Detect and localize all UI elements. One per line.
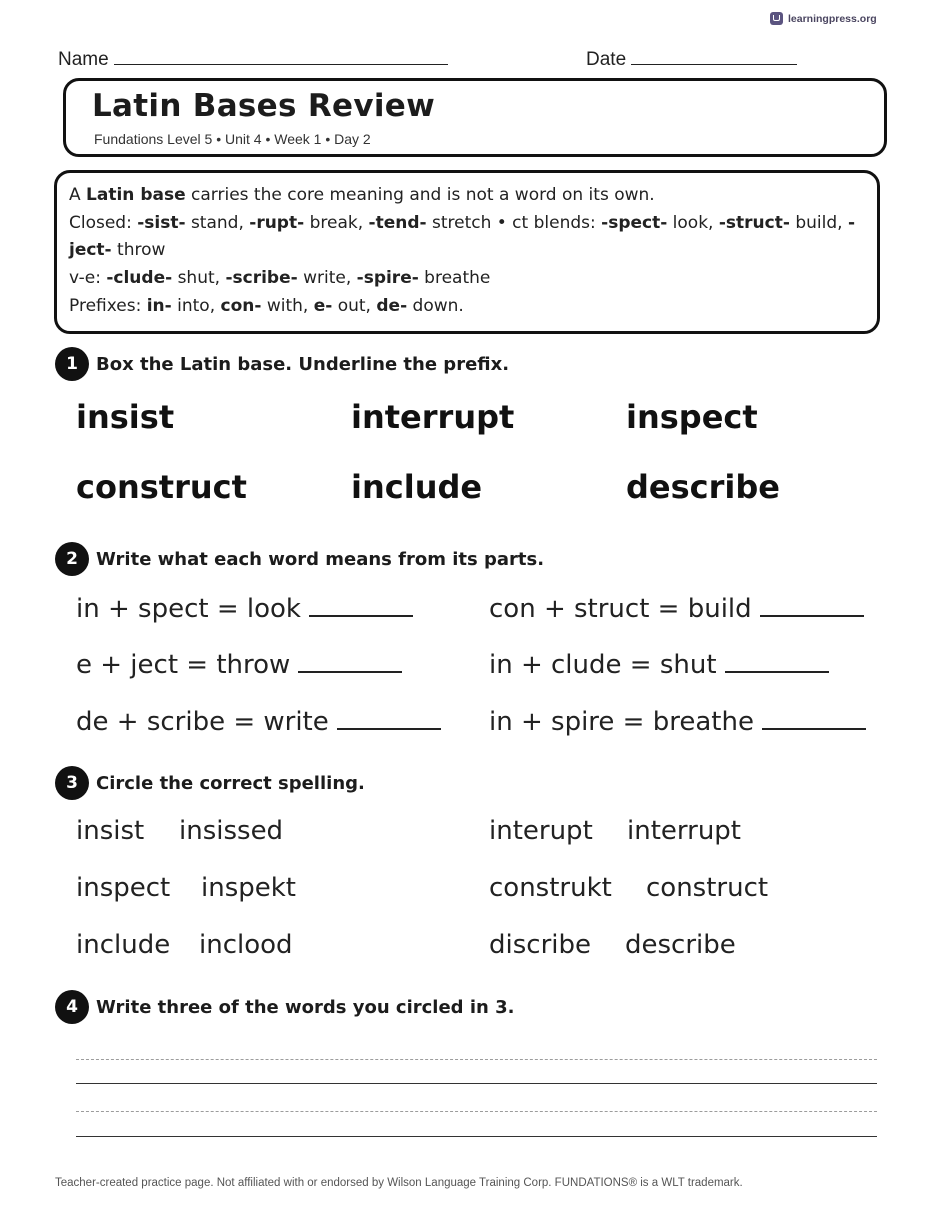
meaning-item: e + ject = throw [76,649,402,680]
section-2-heading [55,542,544,576]
brand-name: learningpress.org [788,12,877,25]
spelling-option[interactable]: interupt [489,816,593,846]
info-line-closed: Closed: -sist- stand, -rupt- break, -tend- stretch • ct blends: -spect- look, -struct- build, -ject- throw [69,212,855,260]
spelling-option[interactable]: inspekt [201,873,296,903]
meaning-item: in + spect = look [76,593,413,624]
word-card[interactable]: inspect [626,398,758,436]
word-card[interactable]: interrupt [351,398,515,436]
learningpress-logo-icon [770,12,783,25]
spelling-option[interactable]: insissed [179,816,284,846]
meaning-item: con + struct = build [489,593,864,624]
answer-blank[interactable] [725,649,829,673]
brand[interactable] [770,12,877,25]
section-1-heading [55,347,509,381]
name-label: Name [58,49,109,70]
spelling-option[interactable]: inclood [199,930,293,960]
answer-blank[interactable] [309,593,413,617]
footer-disclaimer: Teacher-created practice page. Not affiliated with or endorsed by Wilson Language Training Corp. FUNDATIONS® is a WLT trademark. [55,1177,743,1189]
date-blank[interactable] [631,47,797,65]
writing-guide-line [76,1059,877,1060]
spelling-option[interactable]: describe [625,930,736,960]
section-2-number: 2 [55,542,89,576]
spelling-option[interactable]: insist [76,816,145,846]
writing-base-line[interactable] [76,1136,877,1137]
word-card[interactable]: describe [626,468,780,506]
section-4-instruction: Write three of the words you circled in 3. [96,996,515,1018]
answer-blank[interactable] [762,706,866,730]
answer-blank[interactable] [298,649,402,673]
section-1-instruction: Box the Latin base. Underline the prefix. [96,353,510,375]
info-line-ve: v-e: -clude- shut, -scribe- write, -spire- breathe [69,267,491,288]
spelling-option[interactable]: construkt [489,873,612,903]
word-card[interactable]: insist [76,398,175,436]
spelling-option[interactable]: include [76,930,171,960]
spelling-option[interactable]: interrupt [627,816,741,846]
meaning-item: in + spire = breathe [489,706,866,737]
answer-blank[interactable] [337,706,441,730]
section-3-heading [55,766,365,800]
section-2-instruction: Write what each word means from its parts. [96,548,545,570]
section-4-number: 4 [55,990,89,1024]
spelling-option[interactable]: discribe [489,930,591,960]
page-subtitle: Fundations Level 5 • Unit 4 • Week 1 • Day 2 [94,131,371,147]
title-box [63,78,887,157]
writing-guide-line [76,1111,877,1112]
info-box [54,170,880,334]
info-line-prefixes: Prefixes: in- into, con- with, e- out, de- down. [69,296,464,316]
word-card[interactable]: include [351,468,483,506]
meaning-item: in + clude = shut [489,649,829,680]
meaning-item: de + scribe = write [76,706,441,737]
word-card[interactable]: construct [76,468,247,506]
name-blank[interactable] [114,47,448,65]
writing-base-line[interactable] [76,1083,877,1084]
answer-blank[interactable] [760,593,864,617]
name-field [58,47,448,71]
info-line-definition: A Latin base carries the core meaning and is not a word on its own. [69,185,655,205]
spelling-option[interactable]: construct [646,873,769,903]
section-1-number: 1 [55,347,89,381]
spelling-option[interactable]: inspect [76,873,171,903]
section-3-instruction: Circle the correct spelling. [96,772,365,794]
section-3-number: 3 [55,766,89,800]
date-label: Date [586,49,627,70]
section-4-heading [55,990,514,1024]
page-title: Latin Bases Review [92,88,436,124]
date-field [586,47,797,71]
